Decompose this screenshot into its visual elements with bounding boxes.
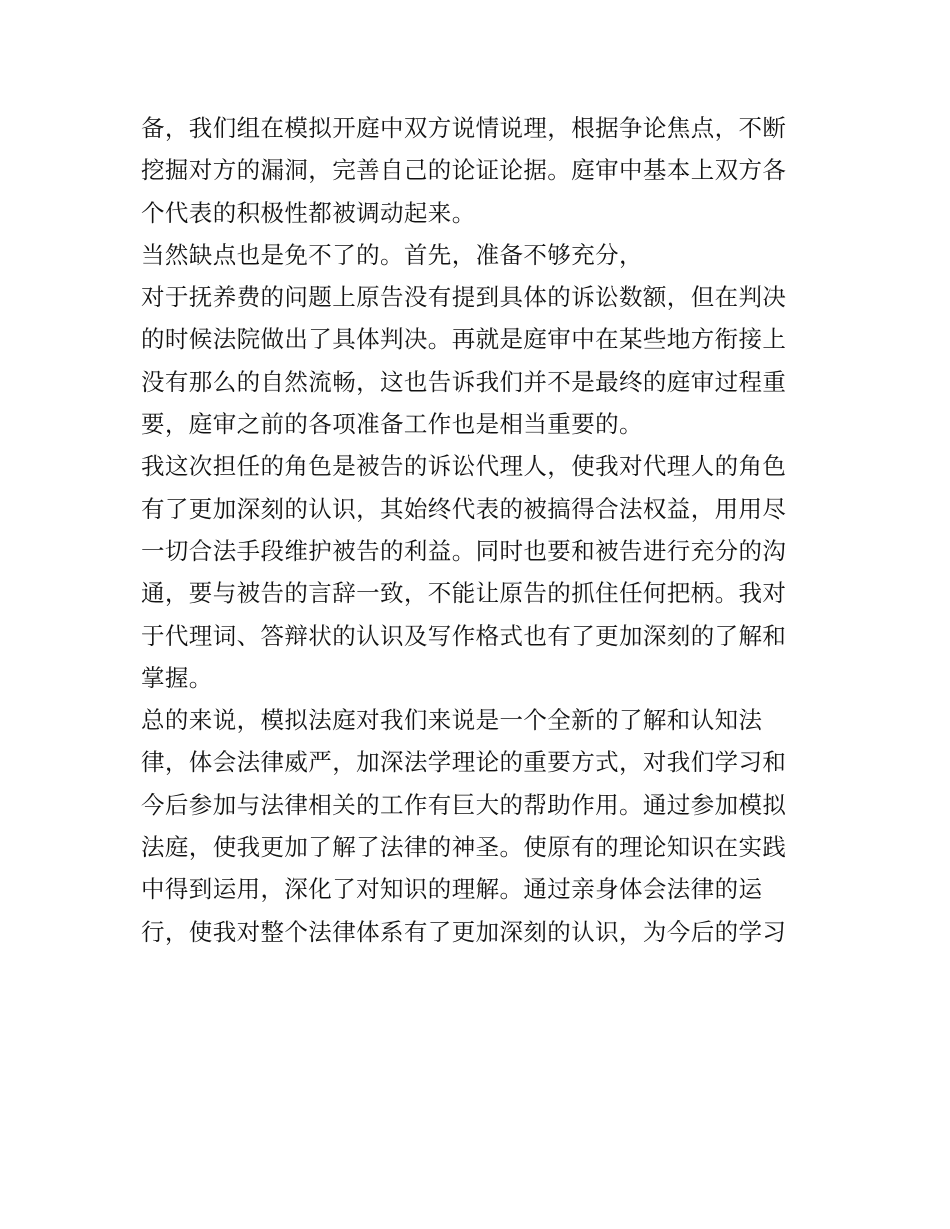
text-line: 律，体会法律威严，加深法学理论的重要方式，对我们学习和 [141,748,787,777]
text-line: 的时候法院做出了具体判决。再就是庭审中在某些地方衔接上 [141,325,787,354]
document-body [141,107,813,953]
text-line: 法庭，使我更加了解了法律的神圣。使原有的理论知识在实践 [141,833,787,862]
text-line: 备，我们组在模拟开庭中双方说情说理，根据争论焦点，不断 [141,114,787,142]
paragraph-4 [141,445,813,699]
text-line: 于代理词、答辩状的认识及写作格式也有了更加深刻的了解和 [141,621,787,650]
paragraph-5 [141,699,813,953]
text-line: 当然缺点也是免不了的。首先，准备不够充分， [141,240,643,269]
text-line: 掌握。 [141,663,213,692]
text-line: 总的来说，模拟法庭对我们来说是一个全新的了解和认知法 [141,706,763,735]
text-line: 一切合法手段维护被告的利益。同时也要和被告进行充分的沟 [141,536,787,565]
text-line: 今后参加与法律相关的工作有巨大的帮助作用。通过参加模拟 [141,790,787,819]
text-line: 行，使我对整个法律体系有了更加深刻的认识，为今后的学习 [141,917,787,946]
text-line: 挖掘对方的漏洞，完善自己的论证论据。庭审中基本上双方各 [141,156,787,185]
paragraph-1 [141,107,813,234]
text-line: 我这次担任的角色是被告的诉讼代理人，使我对代理人的角色 [141,452,787,481]
text-line: 有了更加深刻的认识，其始终代表的被搞得合法权益，用用尽 [141,494,787,523]
text-line: 对于抚养费的问题上原告没有提到具体的诉讼数额，但在判决 [141,283,787,312]
text-line: 没有那么的自然流畅，这也告诉我们并不是最终的庭审过程重 [141,367,787,396]
text-line: 中得到运用，深化了对知识的理解。通过亲身体会法律的运 [141,875,763,904]
text-line: 个代表的积极性都被调动起来。 [141,198,476,227]
paragraph-3 [141,276,813,445]
text-line: 通，要与被告的言辞一致，不能让原告的抓住任何把柄。我对 [141,579,787,608]
text-line: 要，庭审之前的各项准备工作也是相当重要的。 [141,410,643,439]
paragraph-2 [141,234,813,276]
